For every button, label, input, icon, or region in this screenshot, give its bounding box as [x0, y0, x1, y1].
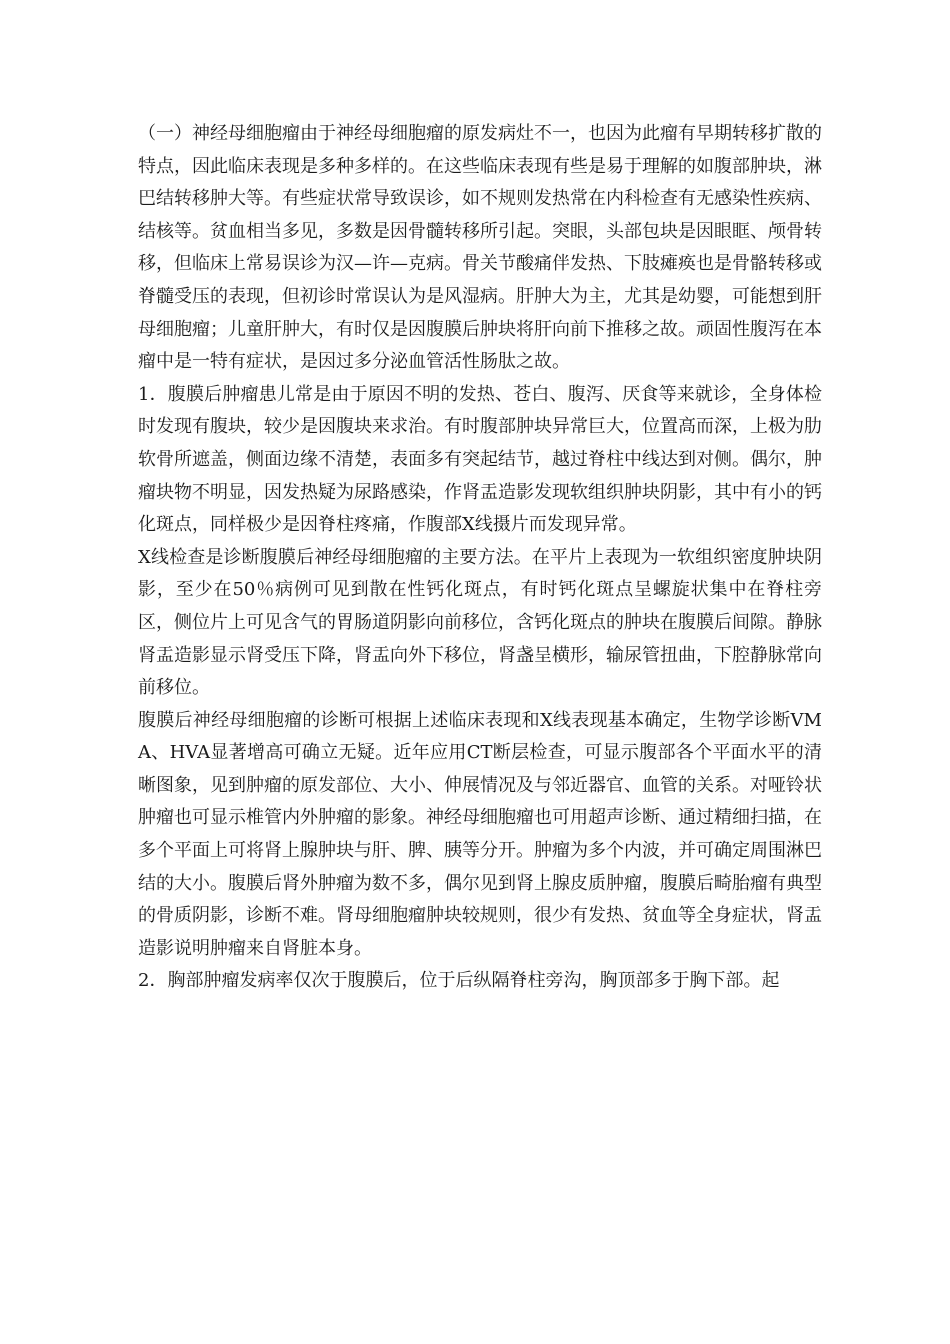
paragraph-neuroblastoma-overview: （一）神经母细胞瘤由于神经母细胞瘤的原发病灶不一，也因为此瘤有早期转移扩散的特点，因此临床表现是多种多样的。在这些临床表现有些是易于理解的如腹部肿块，淋巴结转移肿大等。有些症状常导致误诊，如不规则发热常在内科检查有无感染性疾病、结核等。贫血相当多见，多数是因骨髓转移所引起。突眼，头部包块是因眼眶、颅骨转移，但临床上常易误诊为汉—许—克病。骨关节酸痛伴发热、下肢瘫痪也是骨骼转移或脊髓受压的表现，但初诊时常误认为是风湿病。肝肿大为主，尤其是幼婴，可能想到肝母细胞瘤；儿童肝肿大，有时仅是因腹膜后肿块将肝向前下推移之故。顽固性腹泻在本瘤中是一特有症状，是因过多分泌血管活性肠肽之故。 [138, 123, 822, 373]
paragraph-diagnosis: 腹膜后神经母细胞瘤的诊断可根据上述临床表现和X线表现基本确定，生物学诊断VMA、HVA显著增高可确立无疑。近年应用CT断层检查，可显示腹部各个平面水平的清晰图象，见到肿瘤的原发部位、大小、伸展情况及与邻近器官、血管的关系。对哑铃状肿瘤也可显示椎管内外肿瘤的影象。神经母细胞瘤也可用超声诊断、通过精细扫描，在多个平面上可将肾上腺肿块与肝、脾、胰等分开。肿瘤为多个内波，并可确定周围淋巴结的大小。腹膜后肾外肿瘤为数不多，偶尔见到肾上腺皮质肿瘤，腹膜后畸胎瘤有典型的骨质阴影，诊断不难。肾母细胞瘤肿块较规则，很少有发热、贫血等全身症状，肾盂造影说明肿瘤来自肾脏本身。 [138, 709, 822, 959]
paragraph-thoracic-tumor: 2．胸部肿瘤发病率仅次于腹膜后，位于后纵隔脊柱旁沟，胸顶部多于胸下部。起 [138, 970, 780, 992]
paragraph-xray-examination: X线检查是诊断腹膜后神经母细胞瘤的主要方法。在平片上表现为一软组织密度肿块阴影，至少在50％病例可见到散在性钙化斑点，有时钙化斑点呈螺旋状集中在脊柱旁区，侧位片上可见含气的胃肠道阴影向前移位，含钙化斑点的肿块在腹膜后间隙。静脉肾盂造影显示肾受压下降，肾盂向外下移位，肾盏呈横形，输尿管扭曲，下腔静脉常向前移位。 [138, 546, 822, 699]
paragraph-retroperitoneal-tumor: 1．腹膜后肿瘤患儿常是由于原因不明的发热、苍白、腹泻、厌食等来就诊，全身体检时发现有腹块，较少是因腹块来求治。有时腹部肿块异常巨大，位置高而深，上极为肋软骨所遮盖，侧面边缘不清楚，表面多有突起结节，越过脊柱中线达到对侧。偶尔，肿瘤块物不明显，因发热疑为尿路感染，作肾盂造影发现软组织肿块阴影，其中有小的钙化斑点，同样极少是因脊柱疼痛，作腹部X线摄片而发现异常。 [138, 383, 822, 536]
document-body [138, 118, 822, 998]
